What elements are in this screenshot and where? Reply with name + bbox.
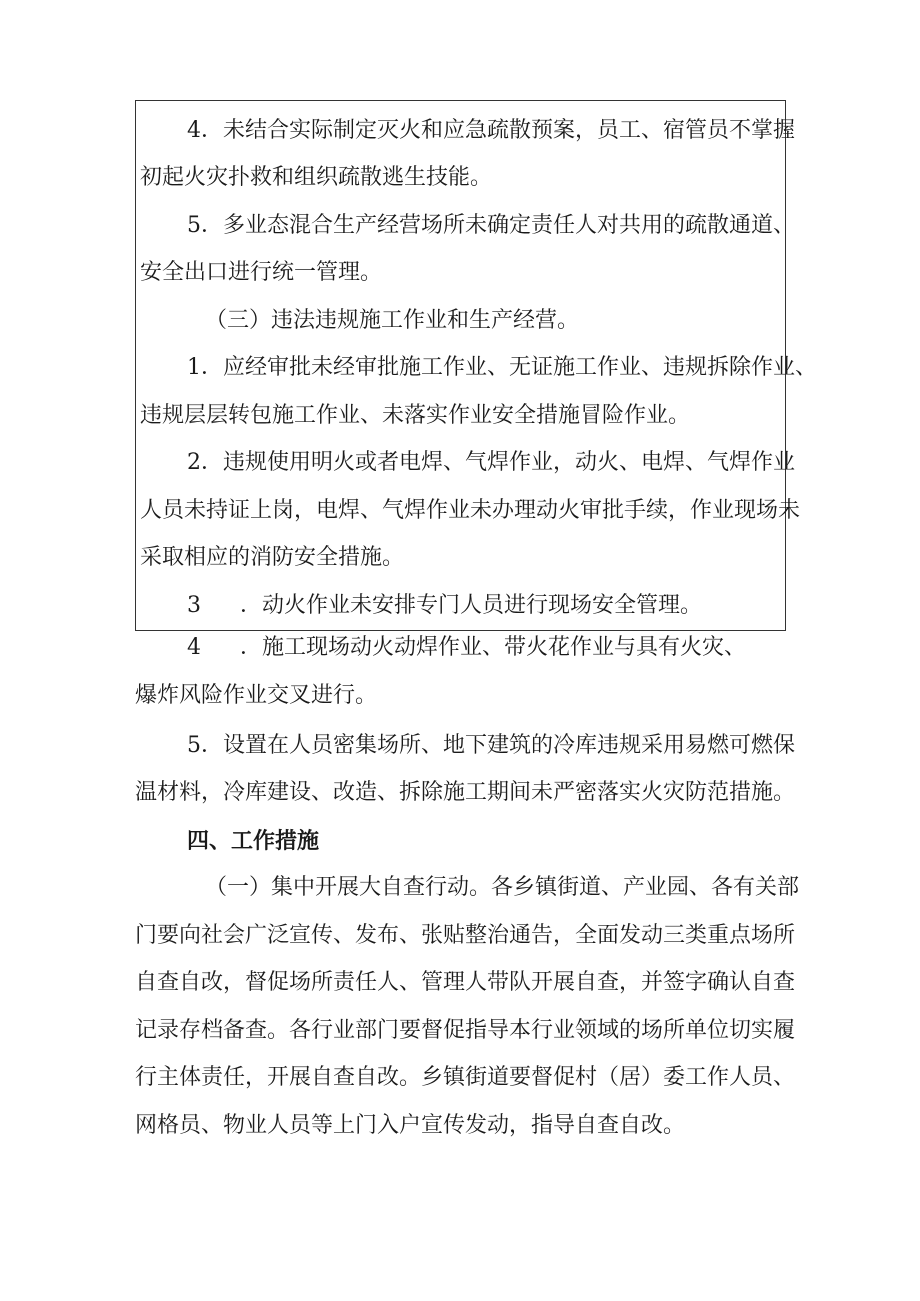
c-item3-text: ．动火作业未安排专门人员进行现场安全管理。 [240,593,703,618]
para1-line5: 行主体责任，开展自查自改。乡镇街道要督促村（居）委工作人员、 [135,1065,796,1090]
item4-line2: 初起火灾扑救和组织疏散逃生技能。 [140,165,493,190]
c-item1-line1: 1．应经审批未经审批施工作业、无证施工作业、违规拆除作业、 [187,355,817,380]
item5-line1: 5．多业态混合生产经营场所未确定责任人对共用的疏散通道、 [187,213,795,238]
para1-line4: 记录存档备查。各行业部门要督促指导本行业领域的场所单位切实履 [135,1018,796,1043]
section-heading: 四、工作措施 [187,828,320,854]
c-item2-line3: 采取相应的消防安全措施。 [140,545,405,570]
c-item1-line2: 违规层层转包施工作业、未落实作业安全措施冒险作业。 [140,403,691,428]
item5-line2: 安全出口进行统一管理。 [140,260,383,285]
c-item4-number: 4 [187,635,201,660]
c-item4-line1: ．施工现场动火动焊作业、带火花作业与具有火灾、 [240,635,747,660]
para1-line2: 门要向社会广泛宣传、发布、张贴整治通告，全面发动三类重点场所 [135,923,796,948]
c-item3-number: 3 [187,593,201,618]
c-item5-line1: 5．设置在人员密集场所、地下建筑的冷库违规采用易燃可燃保 [187,733,795,758]
c-item2-line1: 2．违规使用明火或者电焊、气焊作业，动火、电焊、气焊作业 [187,450,795,475]
c-item2-line2: 人员未持证上岗，电焊、气焊作业未办理动火审批手续，作业现场未 [140,498,801,523]
c-item4-line2: 爆炸风险作业交叉进行。 [135,683,378,708]
para1-line6: 网格员、物业人员等上门入户宣传发动，指导自查自改。 [135,1113,686,1138]
para1-line3: 自查自改，督促场所责任人、管理人带队开展自查，并签字确认自查 [135,970,796,995]
para1-line1: （一）集中开展大自查行动。各乡镇街道、产业园、各有关部 [205,875,800,900]
item4-line1: 4．未结合实际制定灭火和应急疏散预案，员工、宿管员不掌握 [187,118,795,143]
subheading-three: （三）违法违规施工作业和生产经营。 [205,308,580,333]
c-item5-line2: 温材料，冷库建设、改造、拆除施工期间未严密落实火灾防范措施。 [135,780,796,805]
